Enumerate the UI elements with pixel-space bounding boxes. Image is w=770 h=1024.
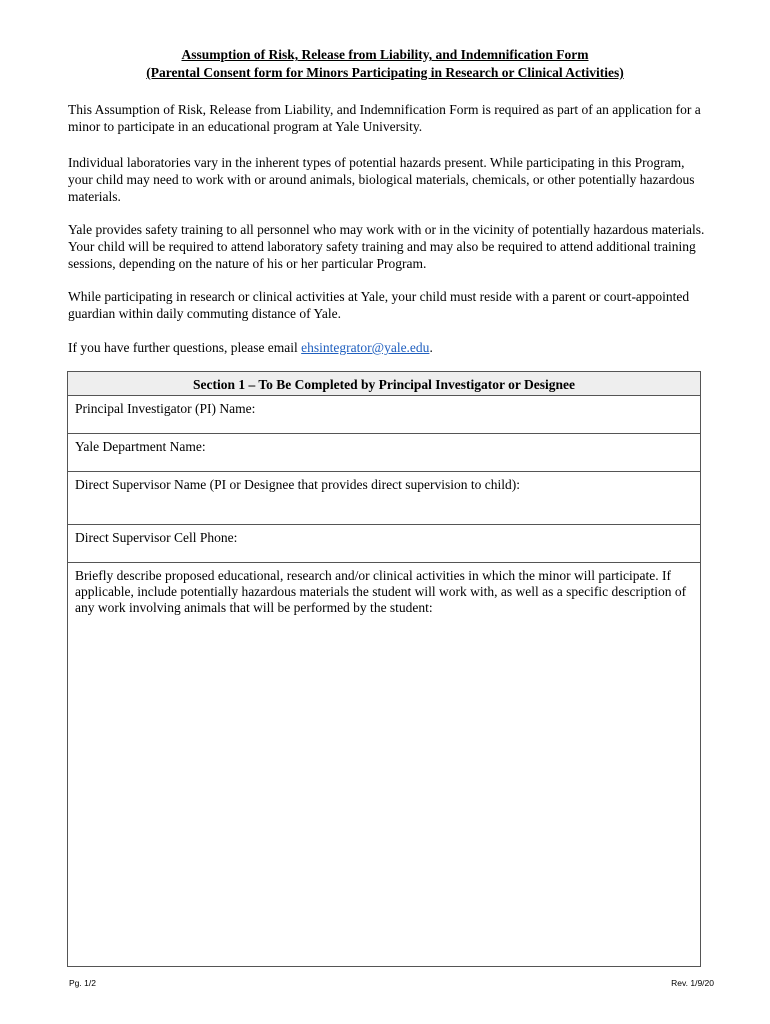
activities-description-label: Briefly describe proposed educational, research and/or clinical activities in which the minor will participate. If applicable, include potentially hazardous materials the student will work with, as well as a specific description of any work involving animals that will be performed by the student:	[75, 568, 687, 615]
questions-text: If you have further questions, please email	[68, 340, 302, 355]
pi-name-field[interactable]	[68, 396, 700, 434]
department-field[interactable]	[68, 434, 700, 472]
hazards-paragraph: Individual laboratories vary in the inherent types of potential hazards present. While participating in this Program, your child may need to work with or around animals, biological materials, chemicals, or other potentially hazardous materials.	[68, 155, 695, 204]
questions-paragraph	[68, 339, 708, 356]
contact-email-link[interactable]: ehsintegrator@yale.edu	[301, 340, 430, 355]
section-1-header: Section 1 – To Be Completed by Principal Investigator or Designee	[68, 372, 700, 396]
intro-paragraph: This Assumption of Risk, Release from Liability, and Indemnification Form is required as part of an application for a minor to participate in an educational program at Yale University.	[68, 102, 701, 134]
form-title-line-1: Assumption of Risk, Release from Liability, and Indemnification Form	[181, 47, 589, 62]
training-paragraph: Yale provides safety training to all personnel who may work with or in the vicinity of potentially hazardous materials. Your child will be required to attend laboratory safety training and may also be required to attend additional training sessions, depending on the nature of his or her particular Program.	[68, 222, 705, 271]
revision-date: Rev. 1/9/20	[671, 978, 714, 988]
supervisor-phone-label: Direct Supervisor Cell Phone:	[75, 530, 238, 545]
pi-name-label: Principal Investigator (PI) Name:	[75, 401, 256, 416]
residence-paragraph: While participating in research or clinical activities at Yale, your child must reside with a parent or court-appointed guardian within daily commuting distance of Yale.	[68, 289, 690, 321]
form-title-line-2: (Parental Consent form for Minors Participating in Research or Clinical Activities)	[146, 65, 624, 80]
supervisor-phone-field[interactable]	[68, 525, 700, 563]
supervisor-name-label: Direct Supervisor Name (PI or Designee that provides direct supervision to child):	[75, 477, 521, 492]
supervisor-name-field[interactable]	[68, 472, 700, 525]
section-1-table	[67, 371, 701, 967]
department-label: Yale Department Name:	[75, 439, 206, 454]
form-title	[0, 46, 770, 82]
activities-description-field[interactable]	[68, 563, 700, 966]
page-number: Pg. 1/2	[69, 978, 96, 988]
questions-suffix: .	[429, 340, 433, 355]
